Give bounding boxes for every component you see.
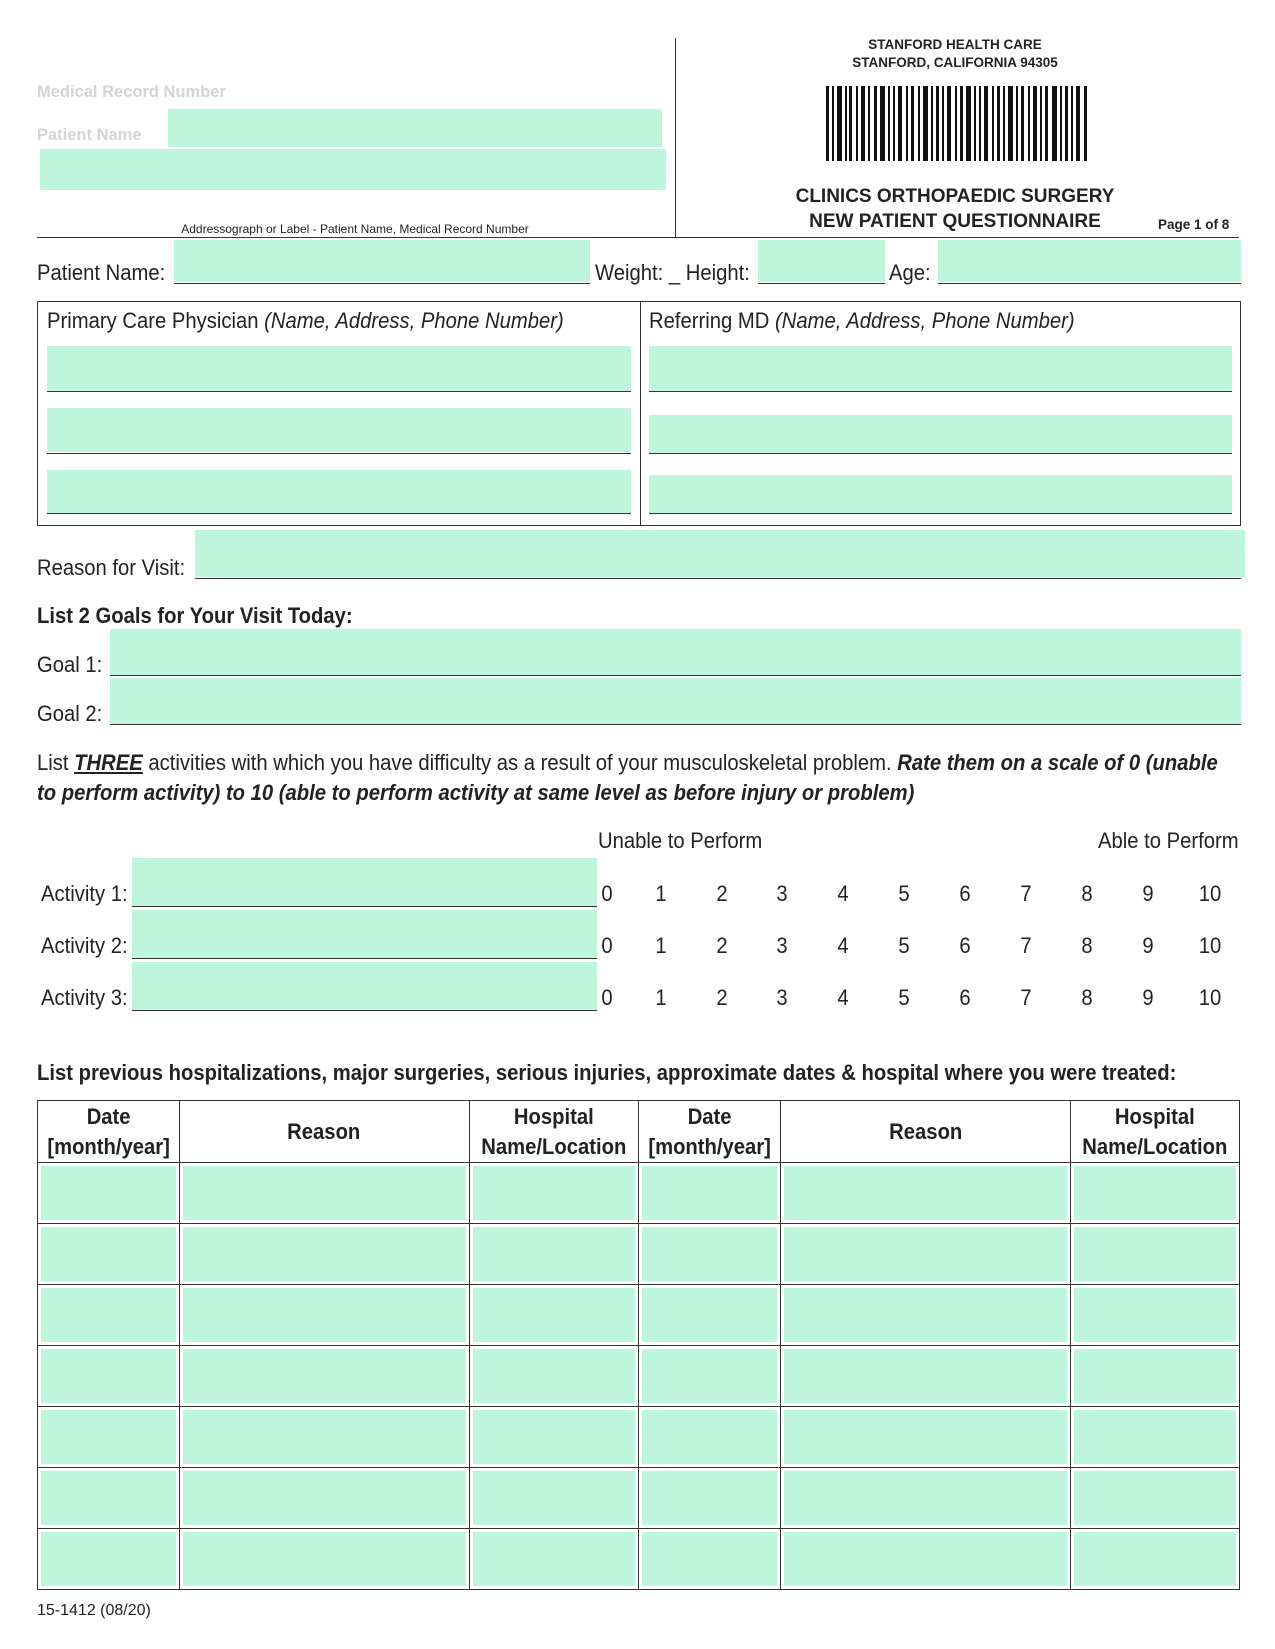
rating-option[interactable]: 3 xyxy=(776,985,788,1010)
activities-instructions xyxy=(37,748,1233,808)
history-column-line2: [month/year] xyxy=(47,1133,170,1159)
table-cell xyxy=(38,1407,180,1468)
rating-option[interactable]: 8 xyxy=(1081,933,1093,958)
history-cell-input[interactable] xyxy=(183,1410,466,1464)
table-cell xyxy=(1070,1468,1239,1529)
history-column-line1: Date xyxy=(688,1103,732,1129)
rating-option[interactable]: 4 xyxy=(837,985,849,1010)
activity-underline xyxy=(132,958,597,959)
history-cell-input[interactable] xyxy=(473,1532,636,1586)
table-cell xyxy=(781,1224,1071,1285)
rating-option[interactable]: 7 xyxy=(1020,933,1032,958)
history-cell-input[interactable] xyxy=(183,1471,466,1525)
history-body xyxy=(38,1163,1240,1590)
history-cell-input[interactable] xyxy=(1074,1471,1236,1525)
history-cell-input[interactable] xyxy=(1074,1227,1236,1281)
table-cell xyxy=(469,1163,639,1224)
height-underline xyxy=(758,283,885,284)
ref-hint: (Name, Address, Phone Number) xyxy=(774,308,1075,333)
rating-option[interactable]: 10 xyxy=(1198,933,1222,958)
history-column-header xyxy=(1070,1101,1239,1163)
history-cell-input[interactable] xyxy=(41,1166,176,1220)
rating-option[interactable]: 1 xyxy=(655,881,667,906)
table-cell xyxy=(179,1529,469,1590)
mrn-label: Medical Record Number xyxy=(37,83,226,101)
history-cell-input[interactable] xyxy=(41,1227,176,1281)
table-cell xyxy=(38,1346,180,1407)
rating-option[interactable]: 2 xyxy=(716,985,728,1010)
history-cell-input[interactable] xyxy=(642,1410,777,1464)
rating-option[interactable]: 5 xyxy=(898,933,910,958)
history-cell-input[interactable] xyxy=(473,1349,636,1403)
history-cell-input[interactable] xyxy=(41,1532,176,1586)
unable-label: Unable to Perform xyxy=(598,828,763,853)
activity-label: Activity 1: xyxy=(41,881,128,906)
history-cell-input[interactable] xyxy=(473,1288,636,1342)
table-row xyxy=(38,1346,1240,1407)
history-cell-input[interactable] xyxy=(642,1349,777,1403)
history-cell-input[interactable] xyxy=(784,1227,1067,1281)
ref-line-1[interactable] xyxy=(649,346,1232,391)
pcp-underline-2 xyxy=(47,453,631,454)
goal2-label: Goal 2: xyxy=(37,701,103,726)
activity-input[interactable] xyxy=(132,910,597,958)
history-cell-input[interactable] xyxy=(642,1532,777,1586)
history-cell-input[interactable] xyxy=(183,1166,466,1220)
age-underline xyxy=(938,283,1241,284)
rating-option[interactable]: 2 xyxy=(716,933,728,958)
table-row xyxy=(38,1285,1240,1346)
instr-middle: activities with which you have difficulty as a result of your musculoskeletal problem. xyxy=(142,750,898,775)
history-heading: List previous hospitalizations, major surgeries, serious injuries, approximate dates & hospital where you were treated: xyxy=(37,1060,1177,1085)
rating-option[interactable]: 7 xyxy=(1020,881,1032,906)
header-left-rule xyxy=(37,237,675,238)
table-cell xyxy=(38,1224,180,1285)
activity-underline xyxy=(132,1010,597,1011)
table-cell xyxy=(179,1407,469,1468)
table-cell xyxy=(781,1163,1071,1224)
ref-underline-2 xyxy=(649,453,1232,454)
table-cell xyxy=(469,1346,639,1407)
table-row xyxy=(38,1224,1240,1285)
history-column-header xyxy=(469,1101,639,1163)
table-cell xyxy=(1070,1346,1239,1407)
instr-emph: THREE xyxy=(74,750,143,775)
pcp-underline-3 xyxy=(47,513,631,514)
table-cell xyxy=(469,1224,639,1285)
goal1-underline xyxy=(110,675,1241,676)
activity-input[interactable] xyxy=(132,962,597,1010)
table-cell xyxy=(1070,1285,1239,1346)
history-column-header xyxy=(179,1101,469,1163)
rating-option[interactable]: 8 xyxy=(1081,881,1093,906)
history-cell-input[interactable] xyxy=(1074,1532,1236,1586)
weight-height-label: Weight: _ Height: xyxy=(595,260,750,285)
table-cell xyxy=(179,1163,469,1224)
rating-option[interactable]: 7 xyxy=(1020,985,1032,1010)
history-column-title xyxy=(288,1117,361,1147)
patient-name-label: Patient Name: xyxy=(37,260,166,285)
rating-option[interactable]: 9 xyxy=(1142,985,1154,1010)
history-column-title xyxy=(1082,1102,1227,1162)
height-input[interactable] xyxy=(758,240,885,282)
rating-option[interactable]: 1 xyxy=(655,933,667,958)
table-cell xyxy=(469,1407,639,1468)
reason-label: Reason for Visit: xyxy=(37,555,186,580)
history-cell-input[interactable] xyxy=(784,1349,1067,1403)
rating-option[interactable]: 0 xyxy=(601,881,613,906)
history-cell-input[interactable] xyxy=(784,1471,1067,1525)
org-address: STANFORD, CALIFORNIA 94305 xyxy=(852,55,1058,70)
history-cell-input[interactable] xyxy=(642,1227,777,1281)
ref-underline-3 xyxy=(649,513,1232,514)
pcp-underline-1 xyxy=(47,391,631,392)
pcp-hint: (Name, Address, Phone Number) xyxy=(264,308,564,333)
header-right-rule xyxy=(676,237,1239,238)
history-column-header xyxy=(639,1101,781,1163)
pcp-line-1[interactable] xyxy=(47,346,631,391)
history-table xyxy=(37,1100,1240,1590)
table-cell xyxy=(781,1407,1071,1468)
history-cell-input[interactable] xyxy=(41,1410,176,1464)
pcp-label: Primary Care Physician xyxy=(47,308,259,333)
table-cell xyxy=(1070,1407,1239,1468)
table-cell xyxy=(781,1285,1071,1346)
reason-underline xyxy=(195,578,1241,579)
history-column-header xyxy=(781,1101,1071,1163)
rating-option[interactable]: 3 xyxy=(776,933,788,958)
history-cell-input[interactable] xyxy=(41,1349,176,1403)
table-cell xyxy=(469,1285,639,1346)
table-cell xyxy=(639,1224,781,1285)
rating-option[interactable]: 6 xyxy=(959,933,971,958)
table-cell xyxy=(1070,1529,1239,1590)
history-column-line2: Name/Location xyxy=(481,1133,627,1159)
rating-option[interactable]: 2 xyxy=(716,881,728,906)
history-column-line2: [month/year] xyxy=(648,1133,772,1159)
history-cell-input[interactable] xyxy=(642,1166,777,1220)
form-code: 15-1412 (08/20) xyxy=(37,1602,151,1619)
instr-prefix: List xyxy=(37,750,75,775)
history-cell-input[interactable] xyxy=(642,1471,777,1525)
table-cell xyxy=(781,1529,1071,1590)
reason-input[interactable] xyxy=(195,530,1245,577)
history-column-title xyxy=(481,1102,626,1162)
history-cell-input[interactable] xyxy=(473,1410,636,1464)
barcode-bars xyxy=(826,86,1087,161)
addressograph-caption: Addressograph or Label - Patient Name, Medical Record Number xyxy=(181,222,529,236)
ref-line-3[interactable] xyxy=(649,475,1232,513)
table-cell xyxy=(1070,1224,1239,1285)
form-title-line1: CLINICS ORTHOPAEDIC SURGERY xyxy=(795,186,1115,207)
table-cell xyxy=(179,1468,469,1529)
table-cell xyxy=(639,1468,781,1529)
ref-underline-1 xyxy=(649,391,1232,392)
addressograph-mrn-field[interactable] xyxy=(40,149,666,190)
patient-name-underline xyxy=(174,283,590,284)
ref-heading xyxy=(649,308,1075,334)
history-column-line1: Date xyxy=(86,1103,131,1129)
pcp-line-3[interactable] xyxy=(47,470,631,513)
goal1-input[interactable] xyxy=(110,629,1241,675)
table-cell xyxy=(38,1285,180,1346)
history-column-header xyxy=(38,1101,180,1163)
history-cell-input[interactable] xyxy=(183,1227,466,1281)
rating-option[interactable]: 1 xyxy=(655,985,667,1010)
goal1-label: Goal 1: xyxy=(37,652,103,677)
activity-input[interactable] xyxy=(132,858,597,906)
activity-label: Activity 2: xyxy=(41,933,128,958)
history-column-title xyxy=(47,1102,170,1162)
activity-underline xyxy=(132,906,597,907)
history-cell-input[interactable] xyxy=(784,1166,1067,1220)
history-column-line1: Hospital xyxy=(1115,1103,1195,1129)
table-cell xyxy=(179,1346,469,1407)
pcp-heading xyxy=(47,308,564,334)
history-cell-input[interactable] xyxy=(642,1288,777,1342)
rating-option[interactable]: 9 xyxy=(1142,933,1154,958)
table-cell xyxy=(639,1285,781,1346)
table-cell xyxy=(38,1529,180,1590)
history-cell-input[interactable] xyxy=(473,1227,636,1281)
form-title-line2: NEW PATIENT QUESTIONNAIRE xyxy=(809,211,1101,232)
history-column-title xyxy=(889,1117,962,1147)
history-cell-input[interactable] xyxy=(41,1471,176,1525)
activity-label: Activity 3: xyxy=(41,985,128,1010)
patient-name-input[interactable] xyxy=(174,240,590,282)
table-row xyxy=(38,1407,1240,1468)
history-cell-input[interactable] xyxy=(1074,1288,1236,1342)
rating-option[interactable]: 5 xyxy=(898,985,910,1010)
history-cell-input[interactable] xyxy=(473,1166,636,1220)
table-row xyxy=(38,1163,1240,1224)
table-cell xyxy=(639,1163,781,1224)
rating-option[interactable]: 0 xyxy=(601,933,613,958)
patient-name-ghost-label: Patient Name xyxy=(37,126,142,144)
table-cell xyxy=(639,1529,781,1590)
rating-option[interactable]: 8 xyxy=(1081,985,1093,1010)
history-header-row xyxy=(38,1101,1240,1163)
barcode-image xyxy=(826,86,1090,161)
page-indicator: Page 1 of 8 xyxy=(1158,217,1230,232)
age-input[interactable] xyxy=(938,240,1241,282)
table-cell xyxy=(781,1346,1071,1407)
header-divider xyxy=(675,38,676,238)
rating-option[interactable]: 0 xyxy=(601,985,613,1010)
goals-heading: List 2 Goals for Your Visit Today: xyxy=(37,603,353,628)
rating-option[interactable]: 6 xyxy=(959,985,971,1010)
history-column-line1: Reason xyxy=(287,1118,361,1144)
history-cell-input[interactable] xyxy=(1074,1410,1236,1464)
rating-option[interactable]: 6 xyxy=(959,881,971,906)
rating-option[interactable]: 4 xyxy=(837,933,849,958)
ref-label: Referring MD xyxy=(649,308,770,333)
history-cell-input[interactable] xyxy=(784,1410,1067,1464)
history-cell-input[interactable] xyxy=(784,1532,1067,1586)
goal2-input[interactable] xyxy=(110,678,1241,724)
rating-option[interactable]: 5 xyxy=(898,881,910,906)
table-cell xyxy=(469,1468,639,1529)
table-cell xyxy=(781,1468,1071,1529)
rating-option[interactable]: 10 xyxy=(1198,881,1222,906)
history-cell-input[interactable] xyxy=(784,1288,1067,1342)
table-cell xyxy=(179,1285,469,1346)
table-cell xyxy=(1070,1163,1239,1224)
pcp-line-2[interactable] xyxy=(47,408,631,452)
history-cell-input[interactable] xyxy=(473,1471,636,1525)
history-column-title xyxy=(649,1102,772,1162)
history-cell-input[interactable] xyxy=(183,1349,466,1403)
history-cell-input[interactable] xyxy=(183,1532,466,1586)
history-cell-input[interactable] xyxy=(41,1288,176,1342)
table-cell xyxy=(179,1224,469,1285)
history-column-line1: Reason xyxy=(889,1118,963,1144)
table-row xyxy=(38,1529,1240,1590)
able-label: Able to Perform xyxy=(1098,828,1239,853)
rating-option[interactable]: 3 xyxy=(776,881,788,906)
history-column-line2: Name/Location xyxy=(1082,1133,1228,1159)
instr-rating: Rate them on a scale of 0 (unable to perform activity) to 10 (able to perform activity at same level as before injury or problem) xyxy=(37,750,1218,805)
age-label: Age: xyxy=(889,260,931,285)
history-cell-input[interactable] xyxy=(1074,1349,1236,1403)
rating-option[interactable]: 10 xyxy=(1198,985,1222,1010)
table-cell xyxy=(639,1407,781,1468)
ref-line-2[interactable] xyxy=(649,415,1232,453)
table-cell xyxy=(38,1468,180,1529)
table-cell xyxy=(38,1163,180,1224)
addressograph-name-field[interactable] xyxy=(168,109,662,147)
table-row xyxy=(38,1468,1240,1529)
goal2-underline xyxy=(110,724,1241,725)
history-column-line1: Hospital xyxy=(514,1103,594,1129)
physicians-divider xyxy=(640,301,641,526)
history-cell-input[interactable] xyxy=(183,1288,466,1342)
history-cell-input[interactable] xyxy=(1074,1166,1236,1220)
org-name: STANFORD HEALTH CARE xyxy=(868,37,1042,52)
rating-option[interactable]: 9 xyxy=(1142,881,1154,906)
rating-option[interactable]: 4 xyxy=(837,881,849,906)
table-cell xyxy=(469,1529,639,1590)
table-cell xyxy=(639,1346,781,1407)
